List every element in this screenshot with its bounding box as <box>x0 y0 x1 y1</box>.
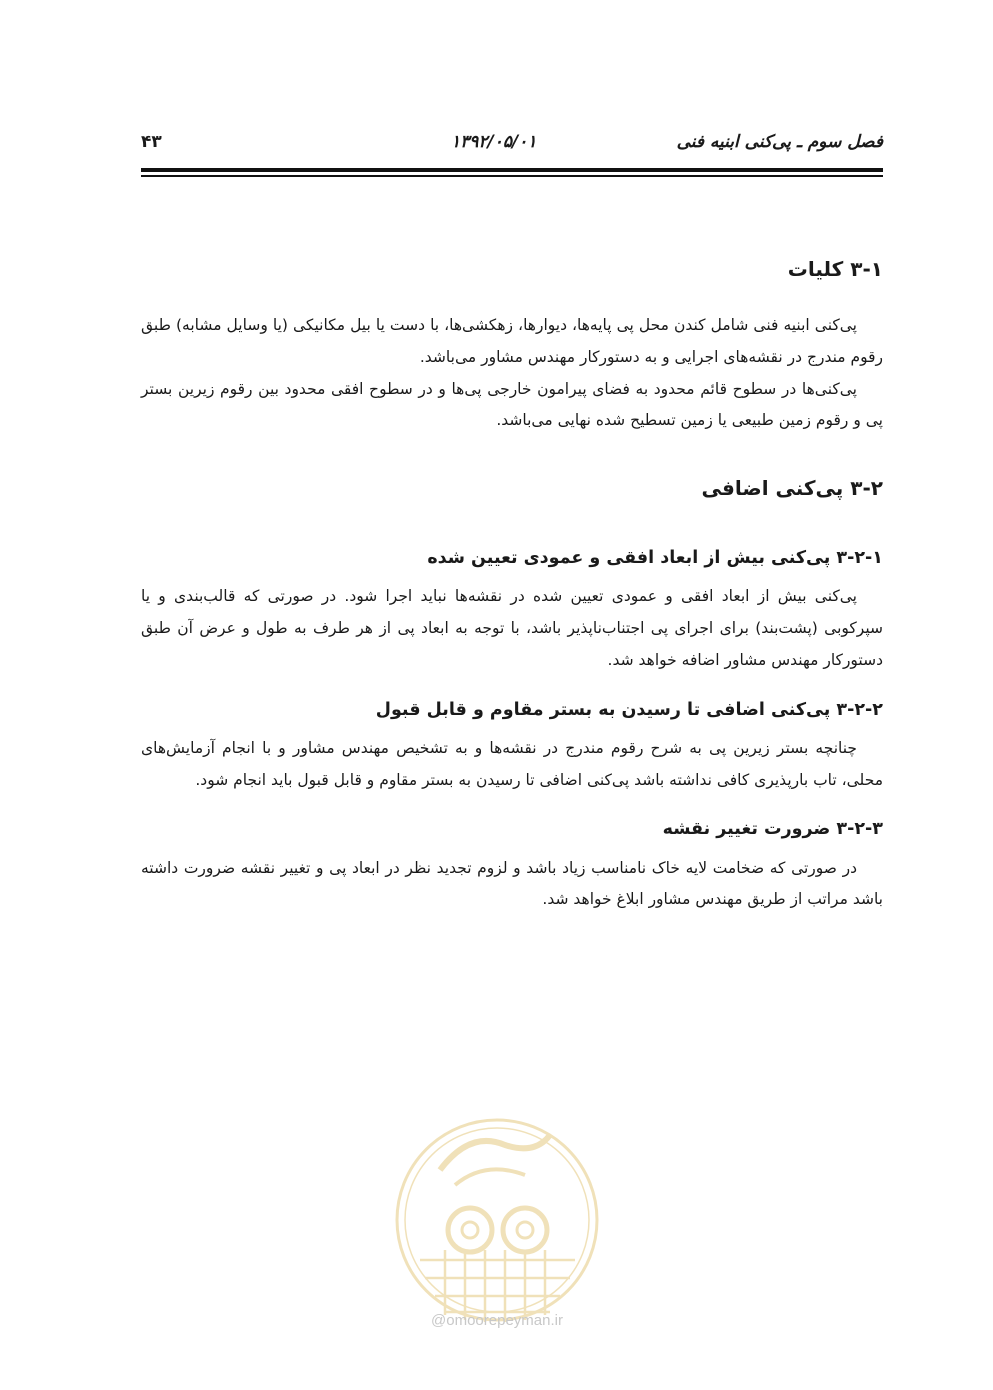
paragraph-general-2: پی‌کنی‌ها در سطوح قائم محدود به فضای پیرامون خارجی پی‌ها و در سطوح افقی محدود بین رقوم زیرین بستر پی و رقوم زمین طبیعی یا زمین تسطیح شده نهایی می‌باشد. <box>141 379 883 430</box>
page-number: ۴۳ <box>141 132 162 152</box>
revision-date: ۱۳۹۲/۰۵/۰۱ <box>451 132 537 152</box>
section-heading-general: ۳-۱ کلیات <box>787 257 883 281</box>
header-rule-thin <box>141 175 883 177</box>
subsection-heading-reach-bearing-layer: ۳-۲-۲ پی‌کنی اضافی تا رسیدن به بستر مقاوم و قابل قبول <box>375 699 883 720</box>
watermark-website: @omoorepeyman.ir <box>431 1312 563 1329</box>
paragraph-drawing-change: در صورتی که ضخامت لایه خاک نامناسب زیاد باشد و لزوم تجدید نظر در ابعاد پی و تغییر نقشه ضرورت داشته باشد مراتب از طریق مهندس مشاور ابلاغ خواهد شد. <box>141 858 883 909</box>
paragraph-reach-bearing-layer: چنانچه بستر زیرین پی به شرح رقوم مندرج در نقشه‌ها و به تشخیص مهندس مشاور و با انجام آزمایش‌های محلی، تاب بارپذیری کافی نداشته باشد پی‌کنی اضافی تا رسیدن به بستر مقاوم و قابل قبول باید انجام شود. <box>141 738 883 789</box>
subsection-heading-drawing-change: ۳-۲-۳ ضرورت تغییر نقشه <box>662 819 883 840</box>
running-header <box>141 128 883 160</box>
section-heading-extra-excavation: ۳-۲ پی‌کنی اضافی <box>701 476 883 501</box>
paragraph-beyond-dimensions: پی‌کنی بیش از ابعاد افقی و عمودی تعیین شده در نقشه‌ها نباید اجرا شود. در صورتی که قالب‌بندی و یا سپرکوبی (پشت‌بند) برای اجرای پی اجتناب‌ناپذیر باشد، با توجه به ابعاد پی از هر طرف به طول و عرض آن طبق دستورکار مهندس مشاور اضافه خواهد شد. <box>141 587 883 669</box>
chapter-title: فصل سوم ـ پی‌کنی ابنیه فنی <box>676 132 883 152</box>
page-body <box>141 250 883 916</box>
paragraph-general-1: پی‌کنی ابنیه فنی شامل کندن محل پی پایه‌ها، دیوارها، زهکشی‌ها، با دست یا بیل مکانیکی (یا وسایل مشابه) طبق رقوم مندرج در نقشه‌های اجرایی و به دستورکار مهندس مشاور می‌باشد. <box>141 316 883 366</box>
subsection-heading-beyond-dimensions: ۳-۲-۱ پی‌کنی بیش از ابعاد افقی و عمودی تعیین شده <box>427 548 883 569</box>
header-rule-thick <box>141 168 883 172</box>
